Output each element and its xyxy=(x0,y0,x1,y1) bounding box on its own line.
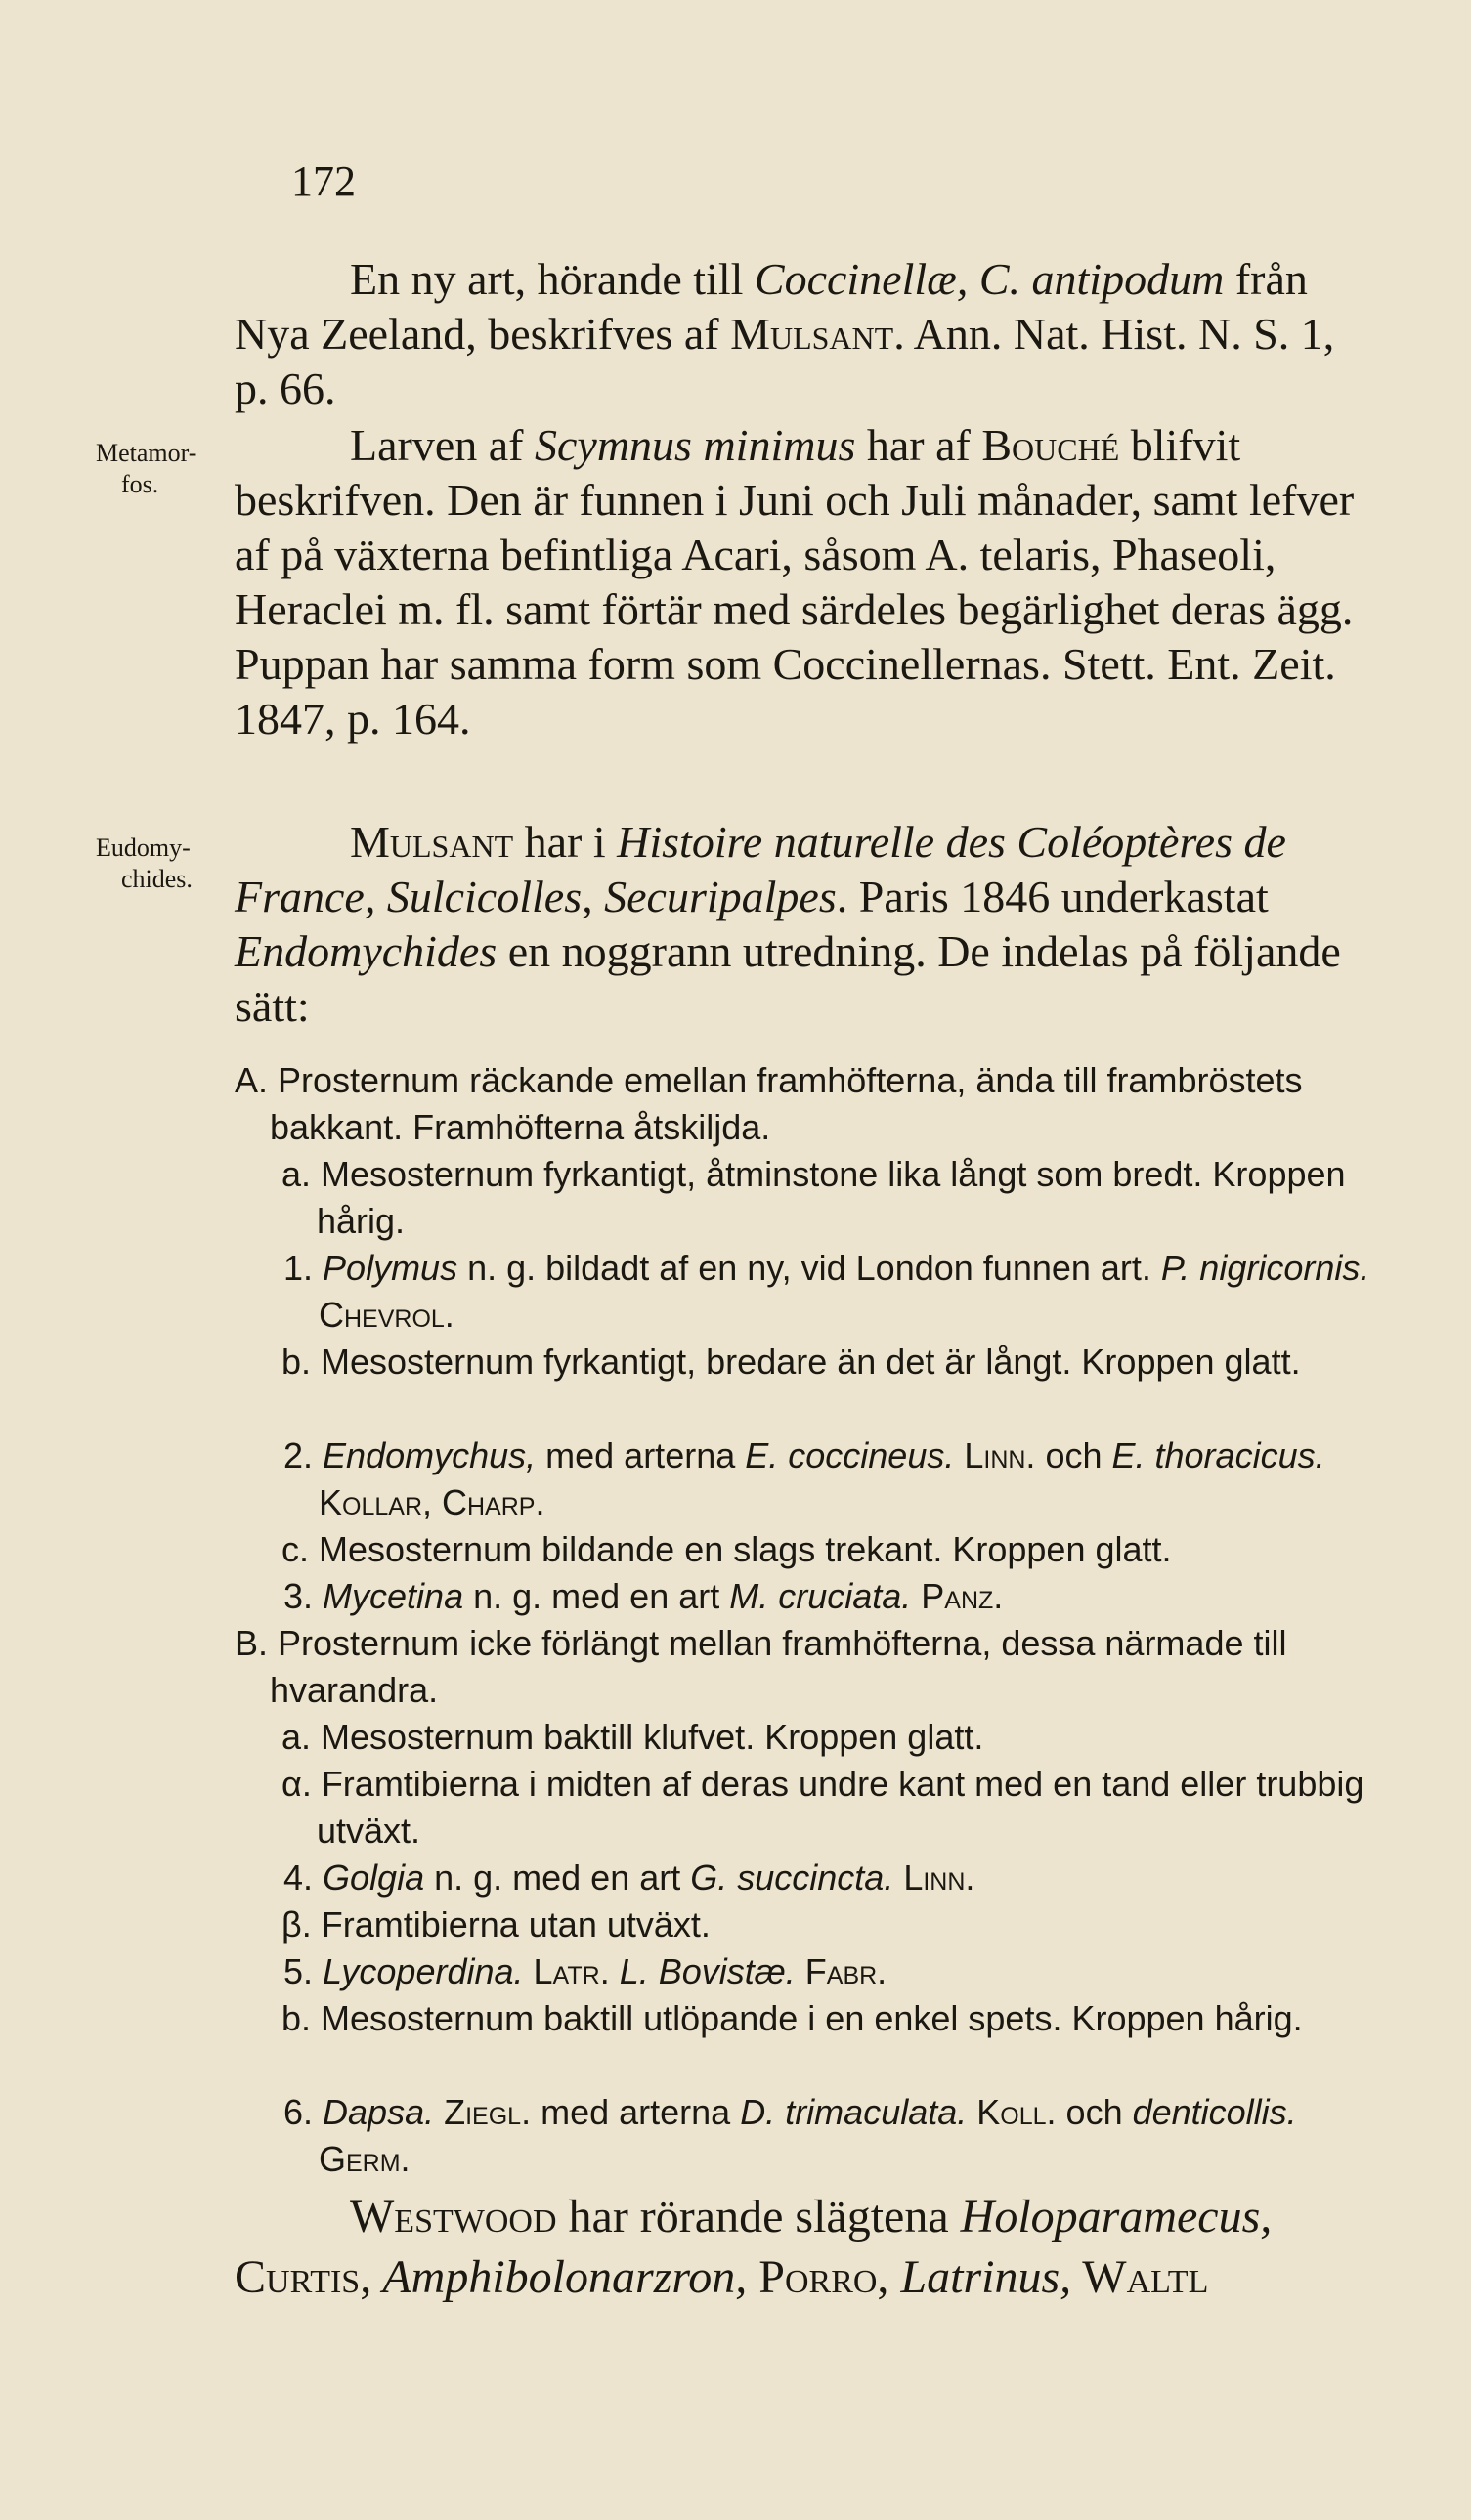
taxon: Coccinellæ, C. antipodum xyxy=(754,254,1225,304)
author: Westwood xyxy=(350,2191,557,2242)
taxon: P. nigricornis. xyxy=(1160,1248,1370,1288)
key-line: α. Framtibierna i midten af deras undre kant med en tand eller trubbig utväxt. xyxy=(281,1764,1364,1851)
margin-note-endomychides xyxy=(96,833,193,895)
margin-note-line: Metamor- xyxy=(96,439,197,467)
text: och xyxy=(1056,2092,1133,2132)
author: Chevrol. xyxy=(319,1295,454,1335)
key-line: β. Framtibierna utan utväxt. xyxy=(281,1904,711,1944)
author: Porro, xyxy=(747,2251,889,2303)
taxon: Amphibolonarzron, xyxy=(371,2251,748,2303)
author: Panz. xyxy=(911,1576,1004,1616)
author: Mulsant xyxy=(730,309,894,359)
key-b2 xyxy=(281,1995,1373,2042)
taxon: denticollis. xyxy=(1132,2092,1297,2132)
paragraph-westwood xyxy=(235,2187,1363,2308)
taxon: E. thoracicus. xyxy=(1111,1435,1325,1475)
author: Latr. xyxy=(523,1951,610,1991)
text: 1. xyxy=(283,1248,324,1288)
text: från Nya Zeeland, beskrifves af xyxy=(235,254,1308,359)
key-3 xyxy=(283,1573,1373,1620)
taxon: Dapsa. xyxy=(323,2092,435,2132)
text: med arterna xyxy=(531,2092,741,2132)
margin-note-line: chides. xyxy=(121,865,193,893)
author: Mulsant xyxy=(350,817,514,867)
page-number: 172 xyxy=(291,157,356,205)
text: n. g. bildadt af en ny, vid London funnen art. xyxy=(457,1248,1161,1288)
paragraph-mulsant xyxy=(235,815,1363,1034)
key-line xyxy=(283,1573,1373,1620)
key-A xyxy=(235,1057,1373,1151)
key-B xyxy=(235,1620,1373,1714)
text: En ny art, hörande till xyxy=(350,254,755,304)
text: med arterna xyxy=(536,1435,746,1475)
text: har rörande slägtena xyxy=(556,2191,961,2242)
taxon: G. succincta. xyxy=(690,1858,894,1898)
taxon: Mycetina xyxy=(323,1576,464,1616)
key-1 xyxy=(283,1245,1373,1339)
key-line xyxy=(283,2089,1373,2183)
key-line: c. Mesosternum bildande en slags trekant. Kroppen glatt. xyxy=(281,1529,1172,1569)
key-line: A. Prosternum räckande emellan framhöfterna, ända till frambröstets bakkant. Framhöfterna åtskiljda. xyxy=(235,1060,1303,1147)
author: Kollar, Charp. xyxy=(319,1482,545,1522)
text: n. g. med en art xyxy=(424,1858,691,1898)
key-line: b. Mesosternum fyrkantigt, bredare än det är långt. Kroppen glatt. xyxy=(281,1342,1301,1382)
author: Waltl xyxy=(1071,2251,1209,2303)
taxon: L. Bovistæ. xyxy=(609,1951,796,1991)
author: Linn. xyxy=(954,1435,1036,1475)
text: n. g. med en art xyxy=(463,1576,730,1616)
taxon: E. coccineus. xyxy=(745,1435,955,1475)
key-line: a. Mesosternum baktill klufvet. Kroppen glatt. xyxy=(281,1717,984,1757)
key-c1 xyxy=(281,1526,1373,1573)
key-line: a. Mesosternum fyrkantigt, åtminstone lika långt som bredt. Kroppen hårig. xyxy=(281,1154,1346,1241)
key-line xyxy=(283,1855,1373,1901)
text-line xyxy=(235,2247,1363,2308)
author: Koll. xyxy=(967,2092,1057,2132)
margin-note-line: fos. xyxy=(121,470,159,498)
key-a1 xyxy=(281,1151,1373,1245)
taxon: Endomychides xyxy=(235,926,498,976)
taxon: D. trimaculata. xyxy=(740,2092,968,2132)
taxon: Latrinus, xyxy=(888,2251,1072,2303)
text: 5. xyxy=(283,1951,324,1991)
text: . Ann. Nat. Hist. N. S. 1, p. 66. xyxy=(235,309,1335,413)
text: 3. xyxy=(283,1576,324,1616)
text: 6. xyxy=(283,2092,324,2132)
key-2 xyxy=(283,1432,1373,1526)
taxon: Endomychus, xyxy=(323,1435,537,1475)
key-a2 xyxy=(281,1714,1373,1761)
text: en noggrann utredning. De indelas på följande sätt: xyxy=(235,926,1341,1031)
taxon: Holoparamecus, xyxy=(960,2191,1273,2242)
key-line xyxy=(283,1948,1373,1995)
text: Larven af xyxy=(350,420,535,470)
key-line xyxy=(283,1432,1373,1526)
taxon: Polymus xyxy=(323,1248,458,1288)
text: och xyxy=(1035,1435,1112,1475)
book-title: Histoire naturelle des Coléoptères de France, Sulcicolles, Securipalpes xyxy=(235,817,1286,921)
taxon: Scymnus minimus xyxy=(535,420,856,470)
text-line xyxy=(235,2187,1363,2247)
key-4 xyxy=(283,1855,1373,1901)
author: Ziegl. xyxy=(434,2092,532,2132)
taxon: Lycoperdina. xyxy=(323,1951,524,1991)
author: Fabr. xyxy=(795,1951,887,1991)
taxon: M. cruciata. xyxy=(729,1576,912,1616)
author: Linn. xyxy=(893,1858,975,1898)
author: Bouché xyxy=(981,420,1120,470)
text: . Paris 1846 underkastat xyxy=(836,872,1269,921)
key-5 xyxy=(283,1948,1373,1995)
paragraph-coccinellae xyxy=(235,252,1363,416)
key-beta xyxy=(281,1901,1373,1948)
text: blifvit beskrifven. Den är funnen i Juni och Juli månader, samt lefver af på växterna befintliga Acari, såsom A. telaris, Phaseoli, Heraclei m. fl. samt förtär med särdeles begärlighet deras ägg. Puppan har samma form som Coccinellernas. Stett. Ent. Zeit. 1847, p. 164. xyxy=(235,420,1355,744)
author: Curtis, xyxy=(235,2251,372,2303)
key-line: B. Prosternum icke förlängt mellan framhöfterna, dessa närmade till hvarandra. xyxy=(235,1623,1287,1710)
text: har af xyxy=(855,420,982,470)
taxon: Golgia xyxy=(323,1858,425,1898)
key-6 xyxy=(283,2089,1373,2183)
text: 4. xyxy=(283,1858,324,1898)
text: 2. xyxy=(283,1435,324,1475)
margin-note-metamorfos xyxy=(96,438,196,500)
author: Germ. xyxy=(319,2139,411,2179)
key-alpha xyxy=(281,1761,1373,1855)
paragraph-scymnus xyxy=(235,418,1363,747)
margin-note-line: Eudomy- xyxy=(96,833,191,862)
key-line: b. Mesosternum baktill utlöpande i en enkel spets. Kroppen hårig. xyxy=(281,1998,1303,2038)
key-line xyxy=(283,1245,1373,1339)
key-b1 xyxy=(281,1339,1373,1386)
text: har i xyxy=(513,817,618,867)
